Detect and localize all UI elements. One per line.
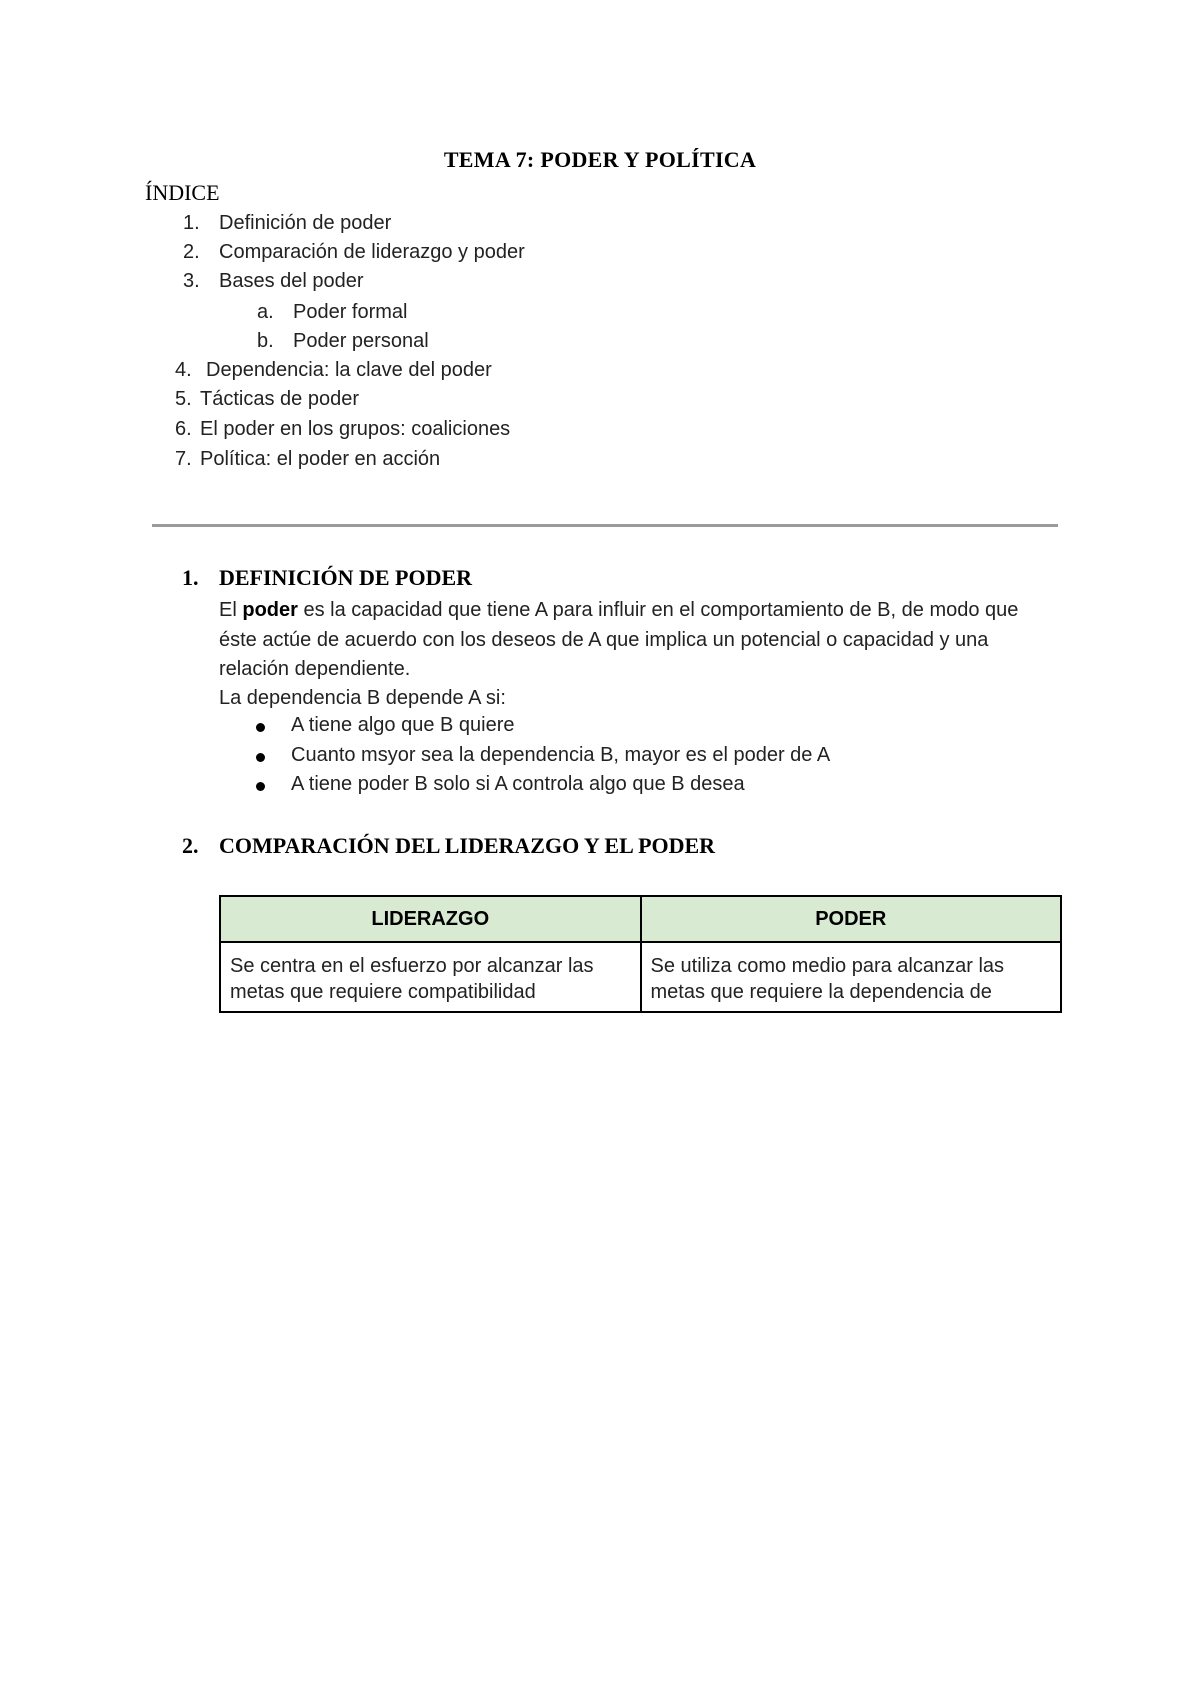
index-subitem-a [257, 301, 408, 324]
paragraph-text: es la capacidad que tiene A para influir en el comportamiento de B, de modo que éste actúe de acuerdo con los deseos de A que implica un potencial o capacidad y una relación dependiente. [219, 599, 1019, 680]
index-item-label: Bases del poder [219, 270, 364, 292]
bullet-item [256, 714, 515, 737]
index-item-label: El poder en los grupos: coaliciones [200, 418, 511, 440]
index-item-number: 1. [183, 212, 200, 234]
bullet-item [256, 744, 831, 767]
index-item-6 [175, 418, 510, 441]
index-item-label: Dependencia: la clave del poder [206, 359, 492, 381]
index-item-number: 7. [175, 448, 192, 470]
index-item-label: Tácticas de poder [200, 388, 359, 410]
index-item-label: Definición de poder [219, 212, 392, 234]
bullet-text: A tiene algo que B quiere [291, 714, 515, 736]
bullet-text: A tiene poder B solo si A controla algo que B desea [291, 773, 745, 795]
section-1-heading [182, 565, 472, 591]
index-item-number: a. [257, 301, 274, 323]
table-header-cell: LIDERAZGO [220, 896, 641, 942]
index-item-number: 5. [175, 388, 192, 410]
section-1-line: La dependencia B depende A si: [219, 687, 506, 709]
index-item-number: 2. [183, 241, 200, 263]
index-item-label: Comparación de liderazgo y poder [219, 241, 525, 263]
index-item-3 [183, 270, 364, 293]
section-title: DEFINICIÓN DE PODER [219, 565, 473, 590]
bullet-dot-icon [256, 753, 265, 762]
bullet-item [256, 773, 745, 796]
horizontal-divider [152, 524, 1058, 527]
section-2-heading [182, 833, 715, 859]
index-item-label: Poder formal [293, 301, 408, 323]
paragraph-prefix: El [219, 599, 237, 621]
document-title: TEMA 7: PODER Y POLÍTICA [443, 147, 757, 172]
table-header-row [220, 896, 1061, 942]
index-item-number: 3. [183, 270, 200, 292]
index-heading: ÍNDICE [145, 180, 220, 205]
table-cell: Se centra en el esfuerzo por alcanzar las metas que requiere compatibilidad [220, 942, 641, 1012]
table-header-cell: PODER [641, 896, 1062, 942]
index-item-number: b. [257, 330, 274, 352]
section-title: COMPARACIÓN DEL LIDERAZGO Y EL PODER [219, 833, 716, 858]
index-item-4 [175, 359, 492, 382]
index-item-1 [183, 212, 391, 235]
section-number: 1. [182, 565, 199, 590]
table-cell: Se utiliza como medio para alcanzar las metas que requiere la dependencia de [641, 942, 1062, 1012]
index-item-number: 4. [175, 359, 192, 381]
bullet-text: Cuanto msyor sea la dependencia B, mayor es el poder de A [291, 744, 831, 766]
bold-term: poder [242, 599, 298, 621]
section-number: 2. [182, 833, 199, 858]
index-item-7 [175, 448, 440, 471]
index-item-2 [183, 241, 525, 264]
bullet-dot-icon [256, 723, 265, 732]
table-row [220, 942, 1061, 1012]
index-item-number: 6. [175, 418, 192, 440]
index-item-5 [175, 388, 359, 411]
index-subitem-b [257, 330, 429, 353]
comparison-table [219, 895, 1062, 1013]
index-item-label: Poder personal [293, 330, 429, 352]
bullet-dot-icon [256, 782, 265, 791]
section-1-paragraph [219, 596, 1049, 685]
index-item-label: Política: el poder en acción [200, 448, 441, 470]
